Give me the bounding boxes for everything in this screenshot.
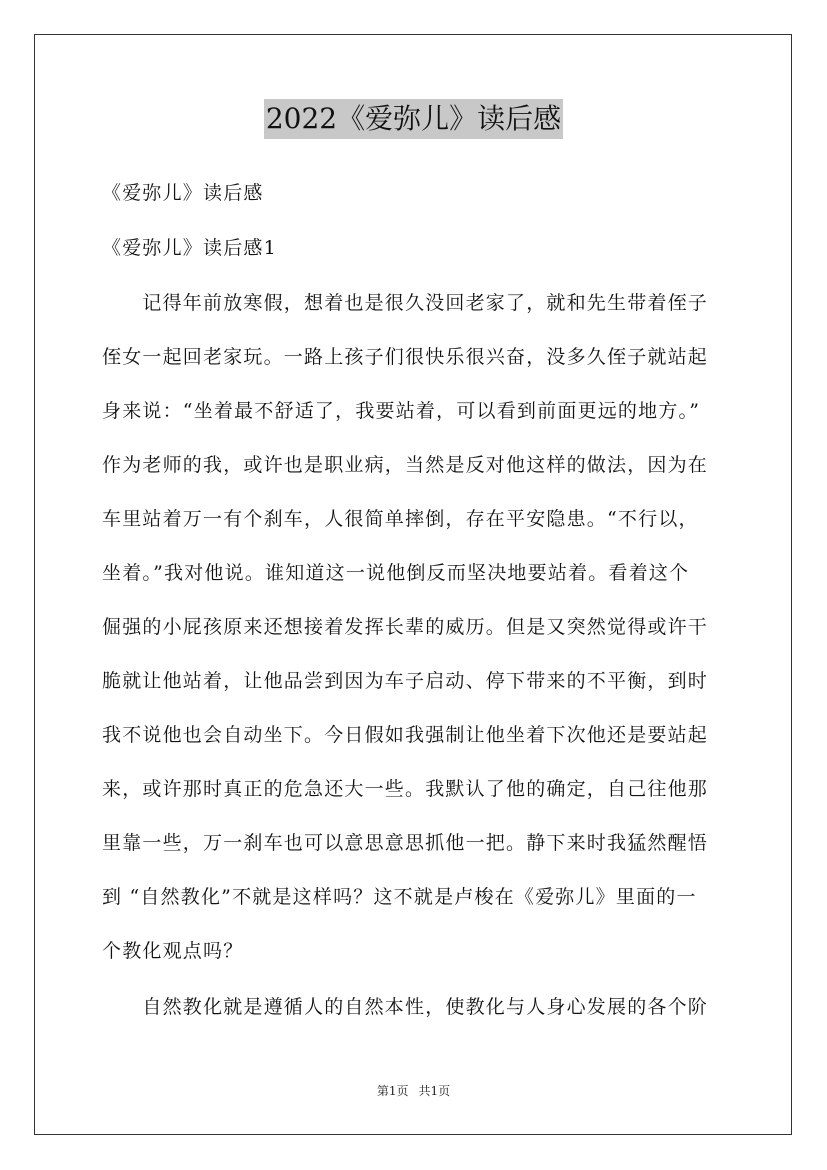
body-line: 来，或许那时真正的危急还大一些。我默认了他的确定，自己往他那 [102,778,709,800]
subtitle: 《爱弥儿》读后感 [102,182,264,204]
section-heading: 《爱弥儿》读后感1 [102,237,277,259]
page-footer [0,1082,827,1100]
body-line: 侄女一起回老家玩。一路上孩子们很快乐很兴奋，没多久侄子就站起 [102,346,709,368]
body-line: 里靠一些，万一刹车也可以意思意思抓他一把。静下来时我猛然醒悟 [102,832,709,854]
body-line: 作为老师的我，或许也是职业病，当然是反对他这样的做法，因为在 [102,454,709,476]
body-line: 自然教化就是遵循人的自然本性，使教化与人身心发展的各个阶 [102,996,709,1018]
body-line: 车里站着万一有个刹车，人很简单摔倒，存在平安隐患。“不行以， [102,508,699,530]
body-line: 个教化观点吗？ [102,940,244,962]
body-line: 脆就让他站着，让他品尝到因为车子启动、停下带来的不平衡，到时 [102,670,709,692]
document-title: 2022《爱弥儿》读后感 [264,99,563,139]
body-line: 身来说：“坐着最不舒适了，我要站着，可以看到前面更远的地方。” [102,400,701,422]
page-number: 第1页 [376,1084,409,1098]
body-line: 倔强的小屁孩原来还想接着发挥长辈的威历。但是又突然觉得或许干 [102,616,709,638]
body-line: 我不说他也会自动坐下。今日假如我强制让他坐着下次他还是要站起 [102,724,709,746]
body-line: 坐着。”我对他说。谁知道这一说他倒反而坚决地要站着。看着这个 [102,562,690,584]
page-total: 共1页 [418,1084,451,1098]
body-line: 到 “自然教化”不就是这样吗？这不就是卢梭在《爱弥儿》里面的一 [102,886,697,908]
body-line: 记得年前放寒假，想着也是很久没回老家了，就和先生带着侄子 [102,292,709,314]
title-container [0,99,827,139]
